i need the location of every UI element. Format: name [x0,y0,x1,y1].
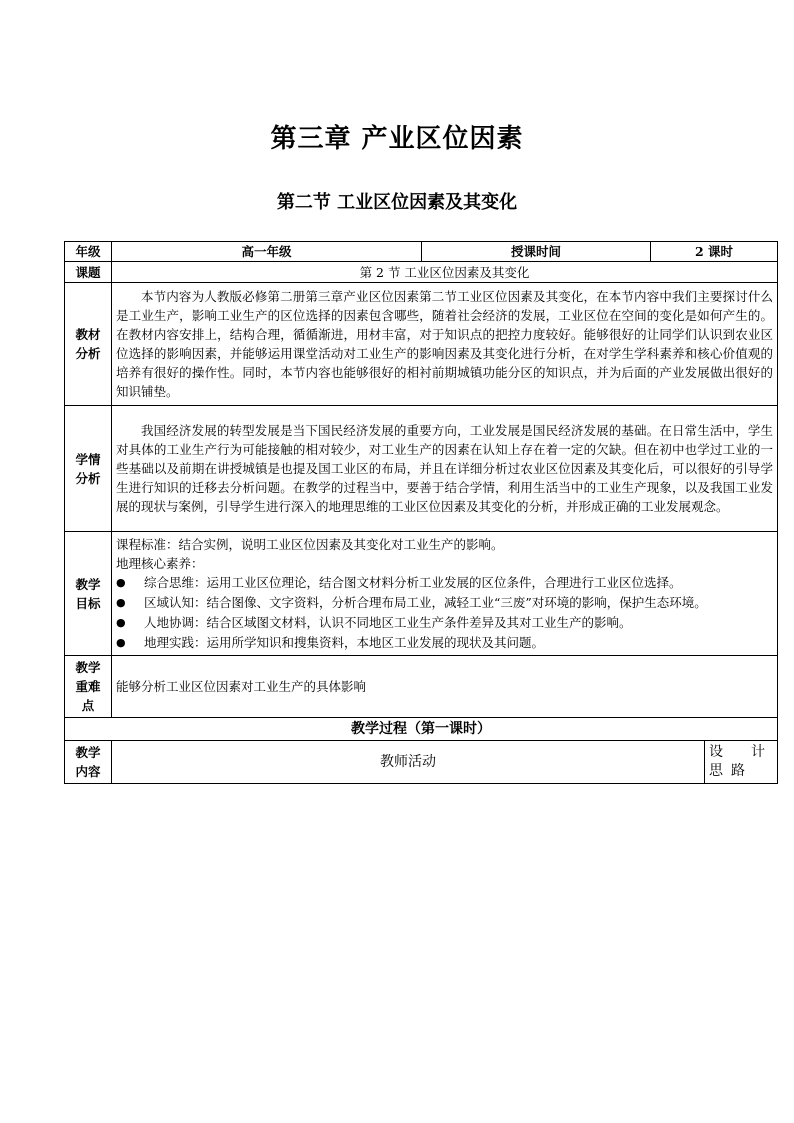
topic-value: 第 2 节 工业区位因素及其变化 [112,262,778,283]
topic-row [65,262,778,283]
teacher-activity-header: 教师活动 [112,741,705,784]
section-title: 第二节 工业区位因素及其变化 [276,192,518,213]
textbook-analysis-cell [112,283,778,406]
goal-item [116,593,773,613]
student-label-line1: 学情 [75,451,101,467]
grade-row [65,242,778,262]
goal-standard: 课程标准：结合实例，说明工业区位因素及其变化对工业生产的影响。 [116,536,504,552]
student-label-line2: 分析 [75,470,101,486]
goal-row [65,532,778,656]
design-header: 设计思路 [709,744,773,779]
design-header-cell [705,741,778,784]
textbook-analysis-text: 本节内容为人教版必修第二册第三章产业区位因素第二节工业区位因素及其变化，在本节内容中我们主要探讨什么是工业生产，影响工业生产的区位选择的因素包含哪些，随着社会经济的发展，工业区位在空间的变化是如何产生的。在教材内容安排上，结构合理，循循渐进，用材丰富，对于知识点的把控力度较好。能够很好的让同学们认识到农业区位选择的影响因素，并能够运用课堂活动对工业生产的影响因素及其变化进行分析，在对学生学科素养和核心价值观的培养有很好的操作性。同时，本节内容也能够很好的相衬前期城镇功能分区的知识点，并为后面的产业发展做出很好的知识铺垫。 [116,289,773,399]
key-label-line3: 点 [81,698,95,713]
key-points-value: 能够分析工业区位因素对工业生产的具体影响 [112,656,778,718]
student-label [65,406,112,532]
content-label [65,741,112,784]
goal-label [65,532,112,656]
goal-item [116,573,773,593]
textbook-row [65,283,778,406]
key-label-line1: 教学 [75,660,101,675]
textbook-label [65,283,112,406]
bullet-icon: ● [116,615,126,629]
textbook-label-line1: 教材 [75,327,101,342]
process-title: 教学过程（第一课时） [65,718,778,741]
process-title-row [65,718,778,741]
student-row [65,406,778,532]
time-value: 2 课时 [651,242,778,262]
topic-label: 课题 [65,262,112,283]
goal-item-text: 人地协调：结合区域图文材料，认识不同地区工业生产条件差异及其对工业生产的影响。 [144,614,632,630]
goal-core: 地理核心素养： [116,555,204,571]
goal-item [116,633,773,653]
goal-label-line2: 目标 [75,595,101,611]
goal-cell [112,532,778,656]
time-label: 授课时间 [422,242,651,262]
chapter-title: 第三章 产业区位因素 [270,124,524,154]
lesson-plan-table [64,241,778,784]
grade-value: 高一年级 [112,242,422,262]
student-analysis-cell [112,406,778,532]
key-label-line2: 重难 [75,679,101,694]
key-points-row [65,656,778,718]
goal-item-text: 综合思维：运用工业区位理论，结合图文材料分析工业发展的区位条件，合理进行工业区位选择。 [144,574,682,590]
goal-item-text: 地理实践：运用所学知识和搜集资料，本地区工业发展的现状及其问题。 [144,634,545,650]
textbook-label-line2: 分析 [75,346,101,361]
content-label-line2: 内容 [75,764,101,779]
goal-item-text: 区域认知：结合图像、文字资料，分析合理布局工业，减轻工业“三废”对环境的影响，保护生态环境。 [144,594,707,610]
student-analysis-text: 我国经济发展的转型发展是当下国民经济发展的重要方向，工业发展是国民经济发展的基础。在日常生活中，学生对具体的工业生产行为可能接触的相对较少，对工业生产的因素在认知上存在着一定的欠缺。但在初中也学过工业的一些基础以及前期在讲授城镇是也提及国工业区的布局，并且在详细分析过农业区位因素及其变化后，可以很好的引导学生进行知识的迁移去分析问题。在教学的过程当中，要善于结合学情，利用生活当中的工业生产现象，以及我国工业发展的现状与案例，引导学生进行深入的地理思维的工业区位因素及其变化的分析，并形成正确的工业发展观念。 [116,423,773,514]
process-header-row [65,741,778,784]
bullet-icon: ● [116,595,126,609]
grade-label: 年级 [65,242,112,262]
content-label-line1: 教学 [75,745,101,760]
goal-item [116,613,773,633]
bullet-icon: ● [116,635,126,649]
key-points-label [65,656,112,718]
goal-label-line1: 教学 [75,576,101,592]
bullet-icon: ● [116,575,126,589]
